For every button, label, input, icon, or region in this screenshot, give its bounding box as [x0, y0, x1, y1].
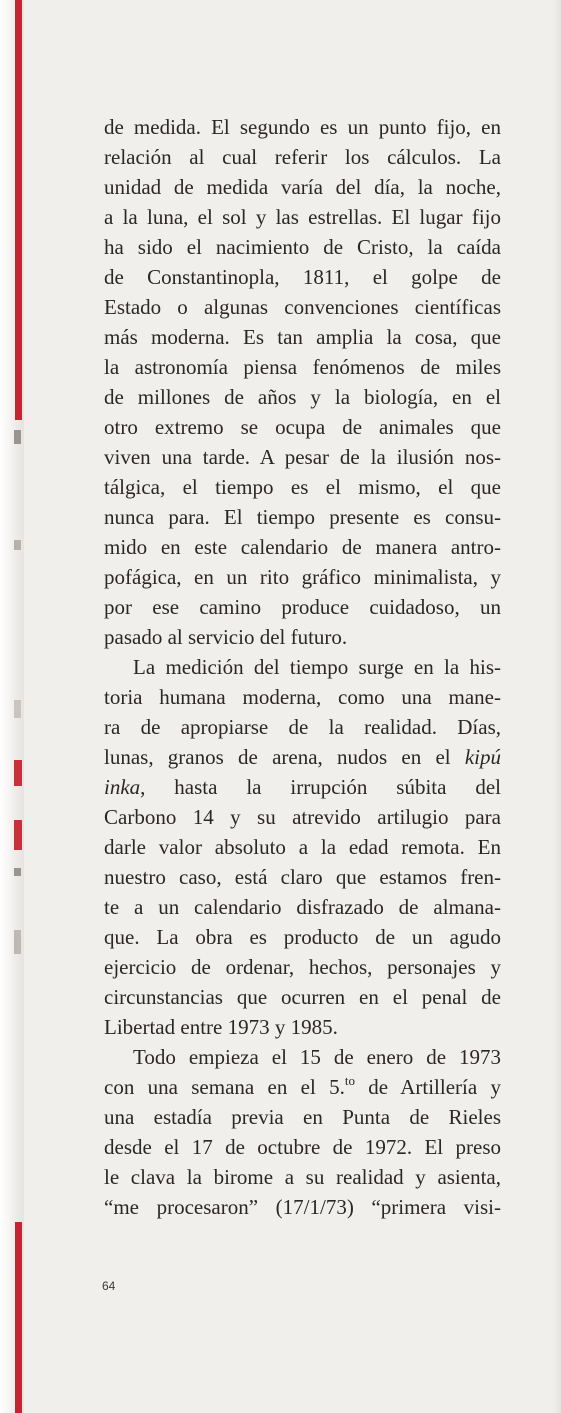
- text-line: de medida. El segundo es un punto fijo, en: [104, 115, 501, 139]
- text-line: pofágica, en un rito gráfico minimalista, y: [104, 565, 501, 589]
- text-line: más moderna. Es tan amplia la cosa, que: [104, 325, 501, 349]
- text-line: que. La obra es producto de un agudo: [104, 925, 501, 949]
- text-line: le clava la birome a su realidad y asienta,: [104, 1165, 501, 1189]
- italic-term: kipú: [464, 745, 501, 769]
- text-line: Libertad entre 1973 y 1985.: [104, 1015, 338, 1039]
- text-line: unidad de medida varía del día, la noche,: [104, 175, 501, 199]
- text-line: La medición del tiempo surge en la his-: [133, 655, 501, 679]
- text-line: ejercicio de ordenar, hechos, personajes y: [104, 955, 501, 979]
- text-line: “me procesaron” (17/1/73) “primera visi-: [104, 1195, 501, 1219]
- text-line: te a un calendario disfrazado de almana-: [104, 895, 501, 919]
- text-line: ra de apropiarse de la realidad. Días,: [104, 715, 501, 739]
- text-line: tálgica, el tiempo es el mismo, el que: [104, 475, 501, 499]
- paragraph: [104, 652, 501, 1042]
- text-line: Carbono 14 y su atrevido artilugio para: [104, 805, 501, 829]
- text-line: inka, hasta la irrupción súbita del: [104, 775, 501, 799]
- red-edge-mark: [14, 760, 22, 786]
- paragraph: [104, 112, 501, 652]
- text-line: la astronomía piensa fenómenos de miles: [104, 355, 501, 379]
- red-binding-strip: [15, 1222, 22, 1413]
- text-line: por ese camino produce cuidadoso, un: [104, 595, 501, 619]
- text-line: darle valor absoluto a la edad remota. En: [104, 835, 501, 859]
- edge-mark: [14, 930, 21, 954]
- text-line: relación al cual referir los cálculos. La: [104, 145, 501, 169]
- text-line: ha sido el nacimiento de Cristo, la caída: [104, 235, 501, 259]
- text-line: viven una tarde. A pesar de la ilusión nos-: [104, 445, 501, 469]
- text-line: desde el 17 de octubre de 1972. El preso: [104, 1135, 501, 1159]
- paragraph: [104, 1042, 501, 1222]
- text-line: toria humana moderna, como una mane-: [104, 685, 501, 709]
- text-line: Estado o algunas convenciones científicas: [104, 295, 501, 319]
- text-line: Todo empieza el 15 de enero de 1973: [133, 1045, 501, 1069]
- text-line: con una semana en el 5.$^{to}$ de Artillería y: [104, 1073, 501, 1099]
- text-line: nunca para. El tiempo presente es consu-: [104, 505, 501, 529]
- edge-mark: [14, 868, 21, 876]
- text-line: de millones de años y la biología, en el: [104, 385, 501, 409]
- text-line: de Constantinopla, 1811, el golpe de: [104, 265, 501, 289]
- text-line: a la luna, el sol y las estrellas. El lugar fijo: [104, 205, 501, 229]
- body-text: [104, 112, 501, 1222]
- red-binding-strip: [15, 0, 22, 420]
- page-number: 64: [102, 1279, 116, 1293]
- text-line: pasado al servicio del futuro.: [104, 625, 348, 649]
- edge-mark: [14, 700, 21, 718]
- page-fold-shadow: [553, 0, 561, 1413]
- text-line: circunstancias que ocurren en el penal de: [104, 985, 501, 1009]
- text-line: otro extremo se ocupa de animales que: [104, 415, 501, 439]
- edge-mark: [14, 430, 21, 444]
- superscript: to: [344, 1073, 355, 1088]
- text-line: mido en este calendario de manera antro-: [104, 535, 501, 559]
- text-line: una estadía previa en Punta de Rieles: [104, 1105, 501, 1129]
- text-line: lunas, granos de arena, nudos en el kipú: [104, 745, 501, 769]
- red-edge-mark: [14, 820, 22, 850]
- text-line: nuestro caso, está claro que estamos fren-: [104, 865, 501, 889]
- italic-term: inka: [104, 775, 141, 799]
- edge-mark: [14, 540, 21, 550]
